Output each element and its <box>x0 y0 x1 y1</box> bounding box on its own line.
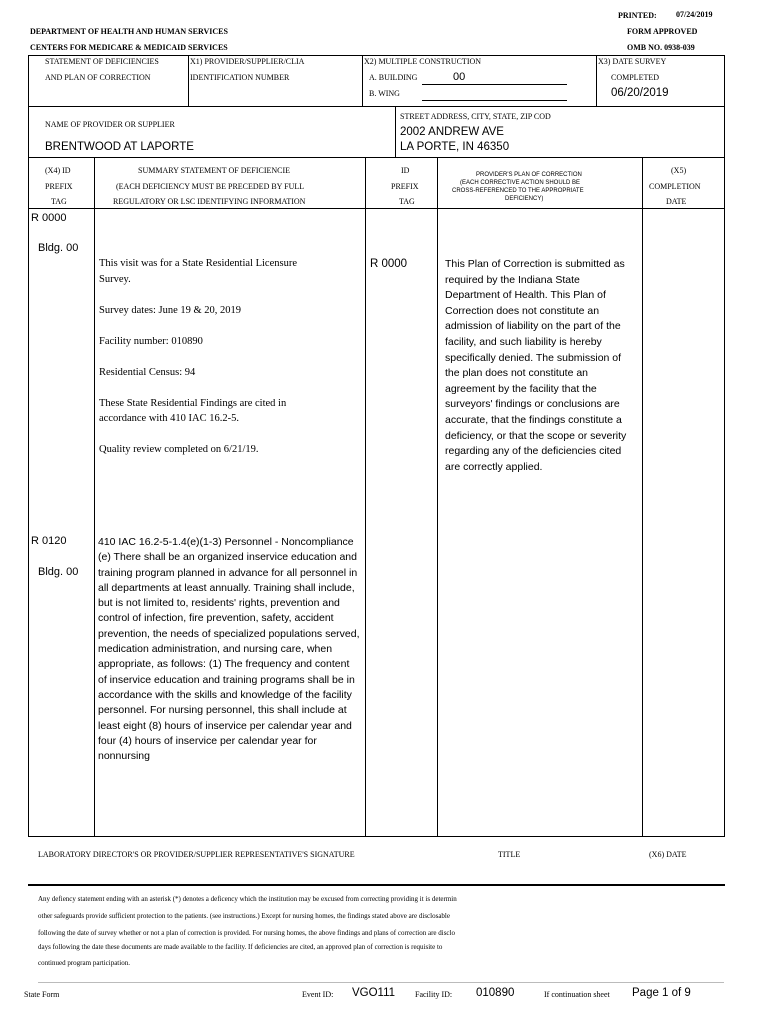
survey-date: 06/20/2019 <box>611 87 669 99</box>
event-id-label: Event ID: <box>302 990 334 999</box>
disclaimer-line: Any defiency statement ending with an asterisk (*) denotes a deficency which the institution may be excused from correcting providing it is determin <box>38 895 457 903</box>
x1-label-2: IDENTIFICATION NUMBER <box>190 73 290 82</box>
summary-line: Survey. <box>99 274 131 285</box>
id-r0000: R 0000 <box>370 258 408 270</box>
summary-line: These State Residential Findings are cited in <box>99 398 287 409</box>
tag-r0000: R 0000 <box>31 212 67 224</box>
form-approved: FORM APPROVED <box>627 27 698 36</box>
plan-of-correction-text: This Plan of Correction is submitted as required by the Indiana State Department of Health. This Plan of Correction does not constitute an admission of liability on the part of the facility, and such liability is hereby specifically denied. The submission of the plan does not constitute an agreement by the facility that the surveyors' findings or conclusions are accurate, that the findings constitute a deficiency, or that the scope or severity regarding any of the deficiencies cited are correctly applied. <box>445 258 627 473</box>
title-label: TITLE <box>498 850 521 859</box>
wing-label: B. WING <box>369 89 400 98</box>
date-label: (X6) DATE <box>649 850 687 859</box>
summary-header: SUMMARY STATEMENT OF DEFICIENCIE <box>138 166 291 175</box>
printed-label: PRINTED: <box>618 11 657 20</box>
address-label: STREET ADDRESS, CITY, STATE, ZIP COD <box>400 112 551 121</box>
plan-header-3: CROSS-REFERENCED TO THE APPROPRIATE <box>452 188 584 194</box>
id-header-3: TAG <box>399 197 415 206</box>
id-header-2: PREFIX <box>391 182 419 191</box>
x5-header-2: COMPLETION <box>649 182 701 191</box>
address-line-2: LA PORTE, IN 46350 <box>400 141 510 153</box>
x4-header-3: TAG <box>51 197 67 206</box>
disclaimer-line: following the date of survey whether or not a plan of correction is provided. For nursing homes, the above findings and plans of correction are disclo <box>38 929 455 937</box>
summary-header-2: (EACH DEFICIENCY MUST BE PRECEDED BY FULL <box>116 182 305 191</box>
summary-header-3: REGULATORY OR LSC IDENTIFYING INFORMATION <box>113 197 306 206</box>
dept-title: DEPARTMENT OF HEALTH AND HUMAN SERVICES <box>30 27 228 36</box>
id-header: ID <box>401 166 410 175</box>
page-number: Page 1 of 9 <box>632 987 691 999</box>
tag-r0120: R 0120 <box>31 535 67 547</box>
omb-number: OMB NO. 0938-039 <box>627 43 695 52</box>
bldg-r0120: Bldg. 00 <box>38 566 79 578</box>
facility-id-label: Facility ID: <box>415 990 453 999</box>
building-value: 00 <box>453 71 466 83</box>
x2-label: X2) MULTIPLE CONSTRUCTION <box>364 57 482 66</box>
summary-line: This visit was for a State Residential Licensure <box>99 258 297 269</box>
statement-label-2: AND PLAN OF CORRECTION <box>45 73 151 82</box>
facility-id-value: 010890 <box>476 987 515 999</box>
continuation-label: If continuation sheet <box>544 990 610 999</box>
address-line-1: 2002 ANDREW AVE <box>400 126 504 138</box>
x4-header: (X4) ID <box>45 166 71 175</box>
state-form-label: State Form <box>24 990 60 999</box>
statement-label: STATEMENT OF DEFICIENCIES <box>45 57 159 66</box>
building-label: A. BUILDING <box>369 73 418 82</box>
disclaimer-line: continued program participation. <box>38 959 130 967</box>
summary-line: Quality review completed on 6/21/19. <box>99 444 259 455</box>
printed-date: 07/24/2019 <box>676 10 713 19</box>
plan-header-4: DEFICIENCY) <box>505 196 544 202</box>
plan-header: PROVIDER'S PLAN OF CORRECTION <box>476 172 582 178</box>
x4-header-2: PREFIX <box>45 182 73 191</box>
x3-label: X3) DATE SURVEY <box>598 57 667 66</box>
disclaimer-line: days following the date these documents are made available to the facility. If deficiencies are cited, an approved plan of correction is requisite to <box>38 943 443 951</box>
provider-label: NAME OF PROVIDER OR SUPPLIER <box>45 120 175 129</box>
x5-header: (X5) <box>671 166 687 175</box>
summary-line: Facility number: 010890 <box>99 336 203 347</box>
plan-header-2: (EACH CORRECTIVE ACTION SHOULD BE <box>460 180 581 186</box>
r0120-text: 410 IAC 16.2-5-1.4(e)(1-3) Personnel - Noncompliance (e) There shall be an organized inservice education and training program planned in advance for all personnel in all departments at least annually. Training shall include, but is not limited to, residents' rights, prevention and control of infection, fire prevention, safety, accident prevention, the needs of specialized populations served, medication administration, and nursing care, when appropriate, as follows: (1) The frequency and content of inservice education and training programs shall be in accordance with the skills and knowledge of the facility personnel. For nursing personnel, this shall include at least eight (8) hours of inservice per calendar year and four (4) hours of inservice per calendar year for nonnursing <box>98 536 360 763</box>
summary-line: Residential Census: 94 <box>99 367 196 378</box>
signature-label: LABORATORY DIRECTOR'S OR PROVIDER/SUPPLIER REPRESENTATIVE'S SIGNATURE <box>38 850 355 859</box>
bldg-r0000: Bldg. 00 <box>38 242 79 254</box>
x3-label-2: COMPLETED <box>611 73 659 82</box>
disclaimer-line: other safeguards provide sufficient protection to the patients. (see instructions.) Except for nursing homes, the findings stated above are disclosable <box>38 912 450 920</box>
event-id-value: VGO111 <box>352 987 396 999</box>
summary-line: accordance with 410 IAC 16.2-5. <box>99 413 239 424</box>
x5-header-3: DATE <box>666 197 687 206</box>
x1-label: X1) PROVIDER/SUPPLIER/CLIA <box>190 57 305 66</box>
summary-line: Survey dates: June 19 & 20, 2019 <box>99 305 242 316</box>
provider-name: BRENTWOOD AT LAPORTE <box>45 141 194 153</box>
centers-title: CENTERS FOR MEDICARE & MEDICAID SERVICES <box>30 43 228 52</box>
